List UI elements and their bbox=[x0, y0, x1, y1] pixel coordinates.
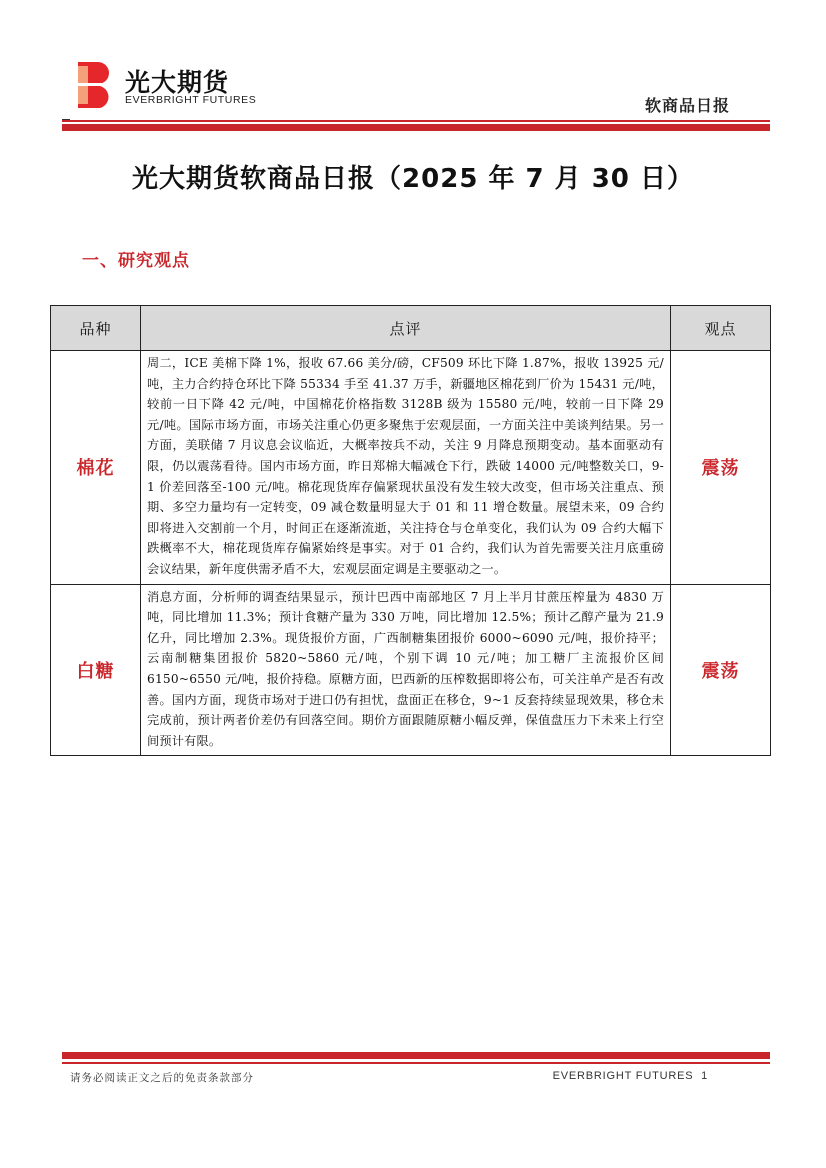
company-logo bbox=[77, 61, 257, 111]
logo-chinese-name: 光大期货 bbox=[125, 68, 230, 97]
header-view: 观点 bbox=[671, 306, 771, 351]
research-views-table bbox=[50, 305, 771, 756]
section-heading: 一、研究观点 bbox=[82, 251, 190, 271]
header-rule-tick bbox=[62, 119, 70, 120]
header-rule-thin bbox=[62, 120, 770, 122]
commodity-view: 震荡 bbox=[671, 351, 771, 585]
commodity-comment: 消息方面，分析师的调查结果显示，预计巴西中南部地区 7 月上半月甘蔗压榨量为 4830 万吨，同比增加 11.3%；预计食糖产量为 330 万吨，同比增加 12.5%；预计乙醇产量为 21.9 亿升，同比增加 2.3%。现货报价方面，广西制糖集团报价 6000~6090 元/吨，报价持平；云南制糖集团报价 5820~5860 元/吨，个别下调 10 元/吨；加工糖厂主流报价区间 6150~6550 元/吨，报价持稳。原糖方面，巴西新的压榨数据即将公布，可关注单产是否有改善。国内方面，现货市场对于进口仍有担忧，盘面正在移仓，9~1 反套持续显现效果，移仓未完成前，预计两者价差仍有回落空间。期价方面跟随原糖小幅反弹，保值盘压力下未来上行空间预计有限。 bbox=[141, 584, 671, 756]
commodity-name: 棉花 bbox=[51, 351, 141, 585]
table-row-cotton bbox=[51, 351, 771, 585]
header-comment: 点评 bbox=[141, 306, 671, 351]
commodity-name: 白糖 bbox=[51, 584, 141, 756]
header-rule-thick bbox=[62, 124, 770, 131]
footer-brand-page bbox=[553, 1070, 708, 1082]
footer-rule-thin bbox=[62, 1062, 770, 1064]
table-header-row bbox=[51, 306, 771, 351]
logo-english-name: EVERBRIGHT FUTURES bbox=[125, 94, 257, 106]
header-variety: 品种 bbox=[51, 306, 141, 351]
footer-rule-thick bbox=[62, 1052, 770, 1059]
everbright-logo-icon bbox=[77, 61, 113, 109]
commodity-comment: 周二，ICE 美棉下降 1%，报收 67.66 美分/磅，CF509 环比下降 1.87%，报收 13925 元/吨，主力合约持仓环比下降 55334 手至 41.37 万手，新疆地区棉花到厂价为 15431 元/吨，较前一日下降 42 元/吨，中国棉花价格指数 3128B 级为 15580 元/吨，较前一日下降 29 元/吨。国际市场方面，市场关注重心仍更多聚焦于宏观层面，一方面关注中美谈判结果。另一方面，美联储 7 月议息会议临近，大概率按兵不动，关注 9 月降息预期变动。基本面驱动有限，仍以震荡看待。国内市场方面，昨日郑棉大幅减仓下行，跌破 14000 元/吨整数关口，9-1 价差回落至-100 元/吨。棉花现货库存偏紧现状虽没有发生较大改变，但市场关注重点、预期、多空力量均有一定转变，09 减仓数量明显大于 01 和 11 增仓数量。展望未来，09 合约即将进入交割前一个月，时间正在逐渐流逝，关注持仓与仓单变化，我们认为 09 合约大幅下跌概率不大，棉花现货库存偏紧始终是事实。对于 01 合约，我们认为首先需要关注月底重磅会议结果，新年度供需矛盾不大，宏观层面定调是主要驱动之一。 bbox=[141, 351, 671, 585]
page-number: 1 bbox=[701, 1070, 708, 1082]
footer-disclaimer: 请务必阅读正文之后的免责条款部分 bbox=[70, 1072, 254, 1084]
report-title: 光大期货软商品日报（2025 年 7 月 30 日） bbox=[132, 164, 694, 194]
footer-brand: EVERBRIGHT FUTURES bbox=[552, 1070, 694, 1082]
commodity-view: 震荡 bbox=[671, 584, 771, 756]
table-row-sugar bbox=[51, 584, 771, 756]
document-type-label: 软商品日报 bbox=[644, 96, 730, 115]
